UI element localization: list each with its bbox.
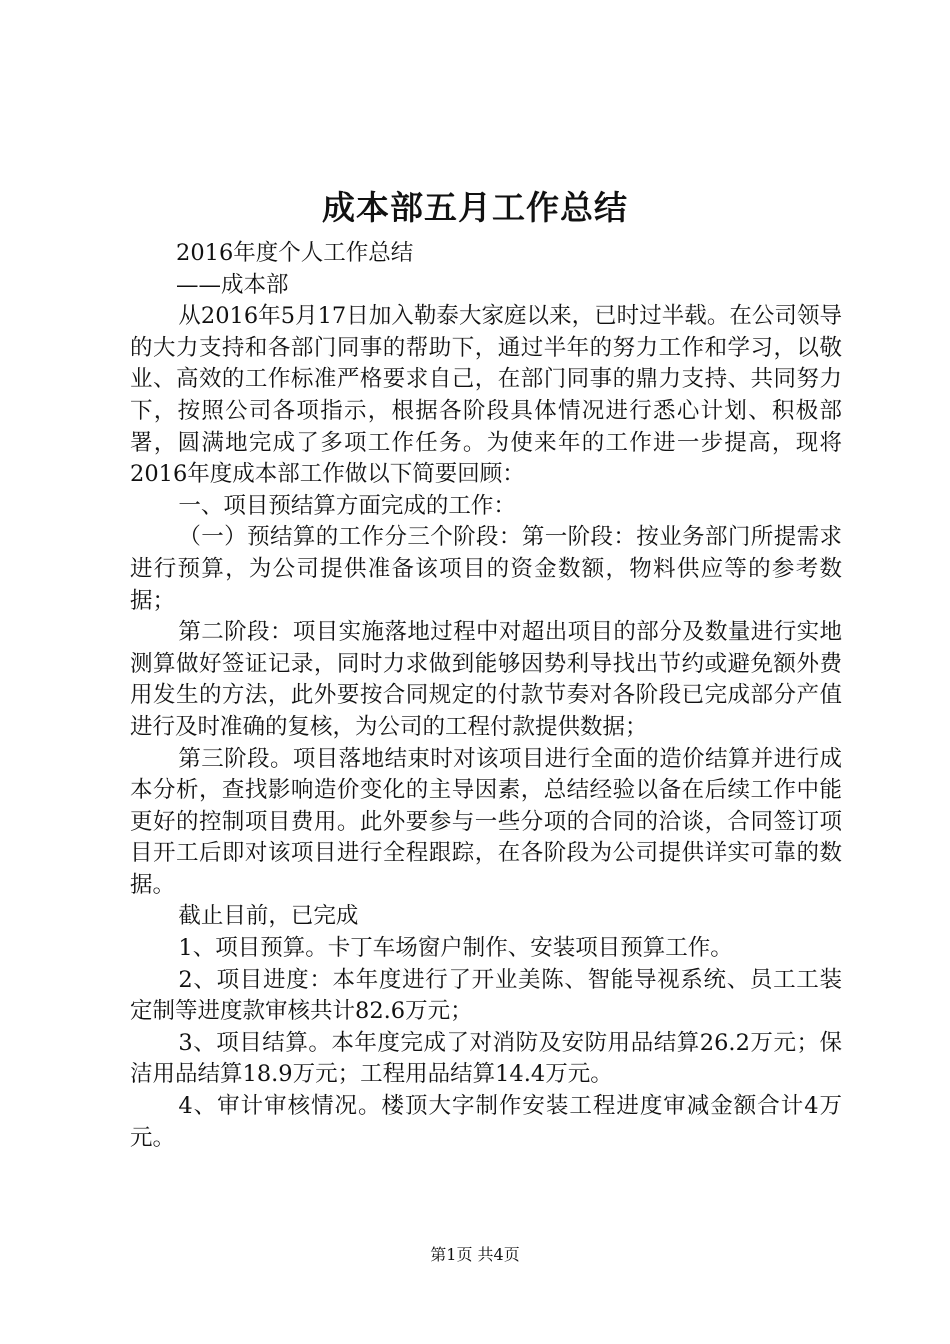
paragraph-completed-intro: 截止目前，已完成 xyxy=(178,903,359,930)
document-title: 成本部五月工作总结 xyxy=(322,188,628,227)
section-heading: 一、项目预结算方面完成的工作： xyxy=(178,492,516,519)
document-body xyxy=(130,238,842,1154)
paragraph-stage-two: 第二阶段：项目实施落地过程中对超出项目的部分及数量进行实地测算做好签证记录，同时力求做到能够因势利导找出节约或避免额外费用发生的方法，此外要按合同规定的付款节奏对各阶段已完成部分产值进行及时准确的复核，为公司的工程付款提供数据； xyxy=(130,619,842,740)
paragraph-intro: 从2016年5月17日加入勒泰大家庭以来，已时过半载。在公司领导的大力支持和各部门同事的帮助下，通过半年的努力工作和学习，以敬业、高效的工作标准严格要求自己，在部门同事的鼎力支持、共同努力下，按照公司各项指示，根据各阶段具体情况进行悉心计划、积极部署，圆满地完成了多项工作任务。为使来年的工作进一步提高，现将2016年度成本部工作做以下简要回顾： xyxy=(130,303,842,488)
paragraph-stage-one: （一）预结算的工作分三个阶段：第一阶段：按业务部门所提需求进行预算，为公司提供准备该项目的资金数额，物料供应等的参考数据； xyxy=(130,524,842,614)
document-department: ——成本部 xyxy=(176,271,289,298)
document-subtitle: 2016年度个人工作总结 xyxy=(176,240,414,266)
list-item-settlement: 3、项目结算。本年度完成了对消防及安防用品结算26.2万元；保洁用品结算18.9万元；工程用品结算14.4万元。 xyxy=(130,1029,842,1088)
page-number: 第1页 共4页 xyxy=(430,1245,520,1264)
list-item-progress: 2、项目进度：本年度进行了开业美陈、智能导视系统、员工工装定制等进度款审核共计82.6万元； xyxy=(130,966,842,1025)
list-item-audit: 4、审计审核情况。楼顶大字制作安装工程进度审减金额合计4万元。 xyxy=(130,1093,842,1151)
paragraph-stage-three: 第三阶段。项目落地结束时对该项目进行全面的造价结算并进行成本分析，查找影响造价变化的主导因素，总结经验以备在后续工作中能更好的控制项目费用。此外要参与一些分项的合同的洽谈，合同签订项目开工后即对该项目进行全程跟踪，在各阶段为公司提供详实可靠的数据。 xyxy=(130,745,842,898)
list-item-budget: 1、项目预算。卡丁车场窗户制作、安装项目预算工作。 xyxy=(178,935,733,962)
